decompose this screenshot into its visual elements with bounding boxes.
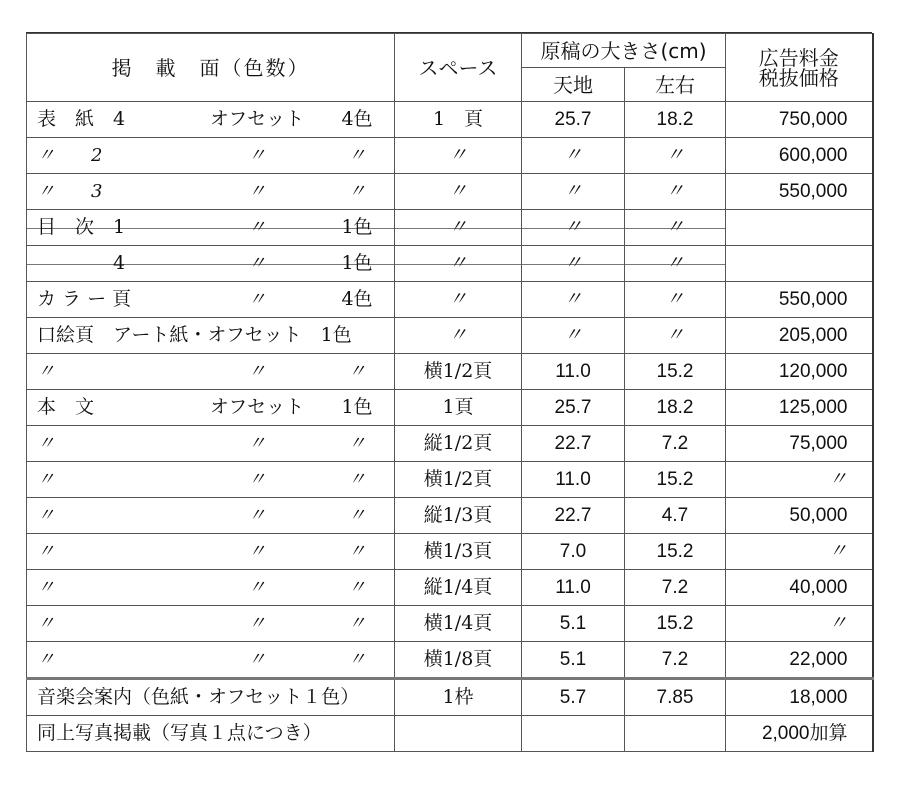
cell-width: 7.2	[625, 642, 726, 679]
cell-space: 横1/4頁	[395, 606, 522, 642]
cell-price: 205,000	[726, 318, 873, 354]
item-part-c: 〃	[348, 432, 366, 454]
cell-space: 〃	[395, 174, 522, 210]
item-part-a: カ ラ ー 頁	[37, 288, 132, 310]
cell-width: 〃	[625, 174, 726, 210]
item-part-c: 〃	[348, 540, 366, 562]
cell-space: 1頁	[395, 390, 522, 426]
table-row	[27, 210, 873, 246]
item-part-c: 〃	[348, 576, 366, 598]
cell-item	[27, 138, 395, 174]
item-part-a: 本 文	[37, 396, 95, 418]
cell-price: 550,000	[726, 174, 873, 210]
cell-price: 〃	[726, 606, 873, 642]
item-part-c: 4色	[341, 108, 373, 130]
cell-width: 〃	[625, 318, 726, 354]
cell-price: 2,000加算	[726, 716, 873, 752]
cell-space: 〃	[395, 138, 522, 174]
cell-item	[27, 318, 395, 354]
item-part-c: 〃	[348, 504, 366, 526]
table-row	[27, 102, 873, 138]
cell-width: 〃	[625, 246, 726, 282]
cell-height: 5.7	[522, 679, 625, 716]
table-row	[27, 679, 873, 716]
item-part-b: オフセット	[209, 108, 305, 130]
item-label: 同上写真掲載（写真１点につき）	[37, 722, 322, 744]
item-part-c: 1色	[341, 396, 373, 418]
table-row	[27, 138, 873, 174]
item-part-a: 〃	[37, 648, 55, 670]
cell-height: 11.0	[522, 462, 625, 498]
cell-item	[27, 716, 395, 752]
cell-space: 〃	[395, 318, 522, 354]
cell-width: 15.2	[625, 534, 726, 570]
cell-item	[27, 570, 395, 606]
item-part-a: 〃 3	[37, 180, 103, 202]
table-row	[27, 462, 873, 498]
cell-space: 縦1/3頁	[395, 498, 522, 534]
cell-width: 〃	[625, 138, 726, 174]
cell-price	[726, 210, 873, 246]
cell-price: 〃	[726, 534, 873, 570]
table-row	[27, 570, 873, 606]
table-row	[27, 642, 873, 679]
item-part-a: 4	[37, 252, 126, 274]
header-price-line2: 税抜価格	[758, 65, 839, 90]
cell-item	[27, 606, 395, 642]
table-row	[27, 498, 873, 534]
cell-space: 横1/8頁	[395, 642, 522, 679]
cell-width: 〃	[625, 210, 726, 246]
item-part-a: 表 紙 4	[37, 108, 126, 130]
item-label: 音楽会案内（色紙・オフセット１色）	[37, 686, 360, 708]
cell-width: 18.2	[625, 102, 726, 138]
table-row	[27, 246, 873, 282]
cell-height: 22.7	[522, 426, 625, 462]
cell-height: 7.0	[522, 534, 625, 570]
cell-height: 〃	[522, 282, 625, 318]
cell-height: 5.1	[522, 606, 625, 642]
cell-space: 1枠	[395, 679, 522, 716]
cell-width	[625, 716, 726, 752]
table-row	[27, 354, 873, 390]
cell-item	[27, 679, 395, 716]
item-part-c: 4色	[341, 288, 373, 310]
cell-width: 18.2	[625, 390, 726, 426]
item-part-a: 〃	[37, 576, 55, 598]
item-part-b: 〃	[248, 504, 266, 526]
cell-item	[27, 246, 395, 282]
cell-space: 縦1/4頁	[395, 570, 522, 606]
item-part-a: 〃	[37, 468, 55, 490]
table-row	[27, 282, 873, 318]
cell-space: 横1/2頁	[395, 354, 522, 390]
cell-width: 15.2	[625, 462, 726, 498]
cell-item	[27, 390, 395, 426]
item-part-b: 〃	[248, 252, 266, 274]
cell-item	[27, 534, 395, 570]
item-part-c: 〃	[348, 612, 366, 634]
cell-width: 15.2	[625, 606, 726, 642]
item-part-a: 〃	[37, 504, 55, 526]
cell-space: 〃	[395, 282, 522, 318]
cell-space: 縦1/2頁	[395, 426, 522, 462]
cell-price: 18,000	[726, 679, 873, 716]
cell-item	[27, 282, 395, 318]
cell-width: 15.2	[625, 354, 726, 390]
item-part-c: 〃	[348, 360, 366, 382]
table-row	[27, 534, 873, 570]
table-row	[27, 426, 873, 462]
cell-width: 4.7	[625, 498, 726, 534]
header-size: 原稿の大きさ(cm)	[522, 34, 726, 68]
cell-height: 22.7	[522, 498, 625, 534]
table-row	[27, 390, 873, 426]
item-part-b: 〃	[248, 648, 266, 670]
item-part-b: 〃	[248, 144, 266, 166]
cell-height: 11.0	[522, 354, 625, 390]
item-part-c: 〃	[348, 648, 366, 670]
cell-price: 125,000	[726, 390, 873, 426]
item-part-b: 〃	[248, 468, 266, 490]
cell-item	[27, 498, 395, 534]
cell-price: 750,000	[726, 102, 873, 138]
item-part-b: 〃	[248, 576, 266, 598]
item-part-b: オフセット	[209, 396, 305, 418]
item-part-a: 〃	[37, 360, 55, 382]
cell-space: 〃	[395, 246, 522, 282]
item-part-b: 〃	[248, 288, 266, 310]
cell-height: 〃	[522, 138, 625, 174]
cell-height: 25.7	[522, 102, 625, 138]
table-row	[27, 716, 873, 752]
cell-height: 5.1	[522, 642, 625, 679]
cell-space	[395, 716, 522, 752]
item-part-b: 〃	[248, 216, 266, 238]
cell-item	[27, 102, 395, 138]
item-part-c: 〃	[348, 144, 366, 166]
header-space: スペース	[395, 34, 522, 102]
cell-item	[27, 426, 395, 462]
cell-width: 〃	[625, 282, 726, 318]
cell-space: 横1/3頁	[395, 534, 522, 570]
cell-price	[726, 246, 873, 282]
cell-item	[27, 642, 395, 679]
item-part-c: 1色	[341, 216, 373, 238]
cell-price: 40,000	[726, 570, 873, 606]
cell-height: 25.7	[522, 390, 625, 426]
cell-height: 〃	[522, 318, 625, 354]
item-part-b: 〃	[248, 432, 266, 454]
cell-height: 11.0	[522, 570, 625, 606]
cell-price: 120,000	[726, 354, 873, 390]
item-part-a: 目 次 1	[37, 216, 126, 238]
item-part-c: 〃	[348, 180, 366, 202]
cell-price: 550,000	[726, 282, 873, 318]
item-label: 口絵頁 アート紙・オフセット 1色	[37, 324, 352, 346]
header-item: 掲 載 面（色数）	[27, 34, 395, 102]
header-price-line1: 広告料金	[758, 45, 839, 70]
item-part-b: 〃	[248, 360, 266, 382]
ad-rate-table	[26, 33, 874, 752]
header-width: 左右	[625, 68, 726, 102]
item-part-a: 〃	[37, 432, 55, 454]
cell-space: 横1/2頁	[395, 462, 522, 498]
cell-price: 75,000	[726, 426, 873, 462]
cell-space: 1 頁	[395, 102, 522, 138]
cell-space: 〃	[395, 210, 522, 246]
cell-height	[522, 716, 625, 752]
item-part-c: 〃	[348, 468, 366, 490]
item-part-a: 〃 2	[37, 144, 103, 166]
item-part-b: 〃	[248, 540, 266, 562]
table-row	[27, 318, 873, 354]
cell-price: 50,000	[726, 498, 873, 534]
item-part-a: 〃	[37, 540, 55, 562]
table-row	[27, 174, 873, 210]
item-part-c: 1色	[341, 252, 373, 274]
header-height: 天地	[522, 68, 625, 102]
item-part-a: 〃	[37, 612, 55, 634]
cell-item	[27, 174, 395, 210]
cell-width: 7.85	[625, 679, 726, 716]
item-part-b: 〃	[248, 180, 266, 202]
table-row	[27, 606, 873, 642]
cell-price: 〃	[726, 462, 873, 498]
cell-price: 22,000	[726, 642, 873, 679]
cell-width: 7.2	[625, 570, 726, 606]
cell-item	[27, 462, 395, 498]
cell-height: 〃	[522, 210, 625, 246]
cell-height: 〃	[522, 246, 625, 282]
cell-height: 〃	[522, 174, 625, 210]
cell-price: 600,000	[726, 138, 873, 174]
cell-width: 7.2	[625, 426, 726, 462]
header-price	[726, 34, 873, 102]
item-part-b: 〃	[248, 612, 266, 634]
cell-item	[27, 210, 395, 246]
cell-item	[27, 354, 395, 390]
